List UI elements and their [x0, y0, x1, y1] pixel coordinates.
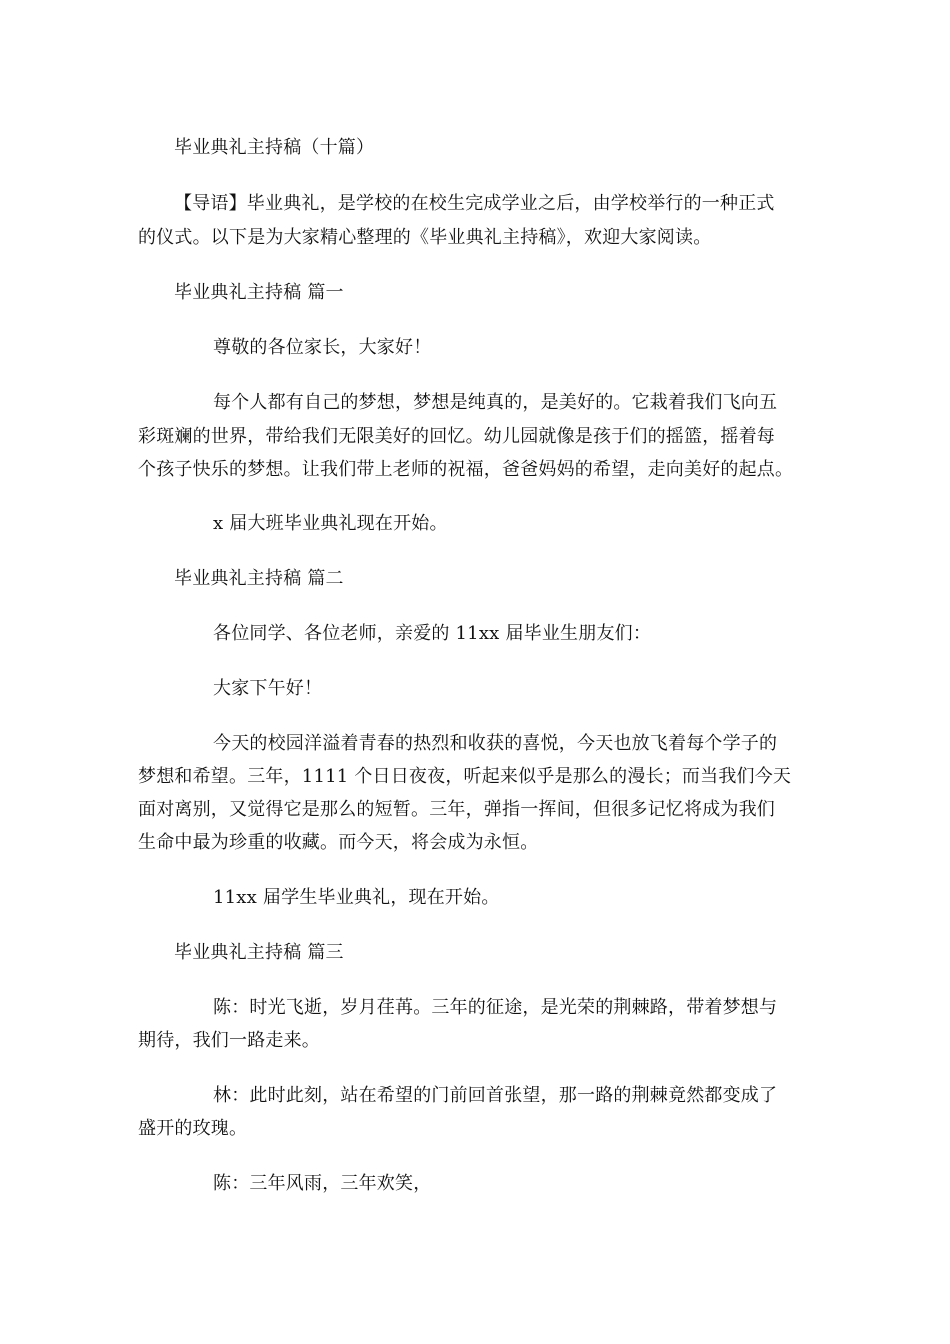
section2-para-line-4: 生命中最为珍重的收藏。而今天，将会成为永恒。 — [138, 832, 539, 853]
section1-para-line-2: 彩斑斓的世界，带给我们无限美好的回忆。幼儿园就像是孩于们的摇篮，摇着每 — [138, 426, 775, 447]
intro-line-2: 的仪式。以下是为大家精心整理的《毕业典礼主持稿》，欢迎大家阅读。 — [138, 227, 712, 248]
section3-chen-line-1: 陈：时光飞逝，岁月荏苒。三年的征途，是光荣的荆棘路，带着梦想与 — [213, 997, 778, 1018]
section3-lin-line-1: 林：此时此刻，站在希望的门前回首张望，那一路的荆棘竟然都变成了 — [213, 1085, 778, 1106]
intro-line-1: 【导语】毕业典礼，是学校的在校生完成学业之后，由学校举行的一种正式 — [174, 193, 775, 214]
section3-chen-line-2: 期待，我们一路走来。 — [138, 1030, 320, 1051]
section3-chen-line-3: 陈：三年风雨，三年欢笑， — [213, 1173, 432, 1194]
section2-para-line-3: 面对离别，又觉得它是那么的短暂。三年，弹指一挥间，但很多记忆将成为我们 — [138, 799, 775, 820]
section3-lin-line-2: 盛开的玫瑰。 — [138, 1118, 248, 1139]
section1-para-line-1: 每个人都有自己的梦想，梦想是纯真的，是美好的。它栽着我们飞向五 — [213, 392, 778, 413]
section2-heading: 毕业典礼主持稿 篇二 — [174, 568, 344, 589]
section1-para-line-3: 个孩子快乐的梦想。让我们带上老师的祝福，爸爸妈妈的希望，走向美好的起点。 — [138, 459, 794, 480]
section2-para-line-2: 梦想和希望。三年，1111 个日日夜夜，听起来似乎是那么的漫长；而当我们今天 — [138, 766, 792, 787]
section3-heading: 毕业典礼主持稿 篇三 — [174, 942, 344, 963]
document-title: 毕业典礼主持稿（十篇） — [174, 137, 375, 158]
section2-closing: 11xx 届学生毕业典礼，现在开始。 — [213, 887, 500, 908]
section1-greeting: 尊敬的各位家长，大家好！ — [213, 337, 432, 358]
section1-closing: x 届大班毕业典礼现在开始。 — [213, 513, 448, 534]
section2-para-line-1: 今天的校园洋溢着青春的热烈和收获的喜悦，今天也放飞着每个学子的 — [213, 733, 778, 754]
section2-greeting: 大家下午好！ — [213, 678, 323, 699]
section1-heading: 毕业典礼主持稿 篇一 — [174, 282, 344, 303]
section2-address: 各位同学、各位老师，亲爱的 11xx 届毕业生朋友们： — [213, 623, 652, 644]
